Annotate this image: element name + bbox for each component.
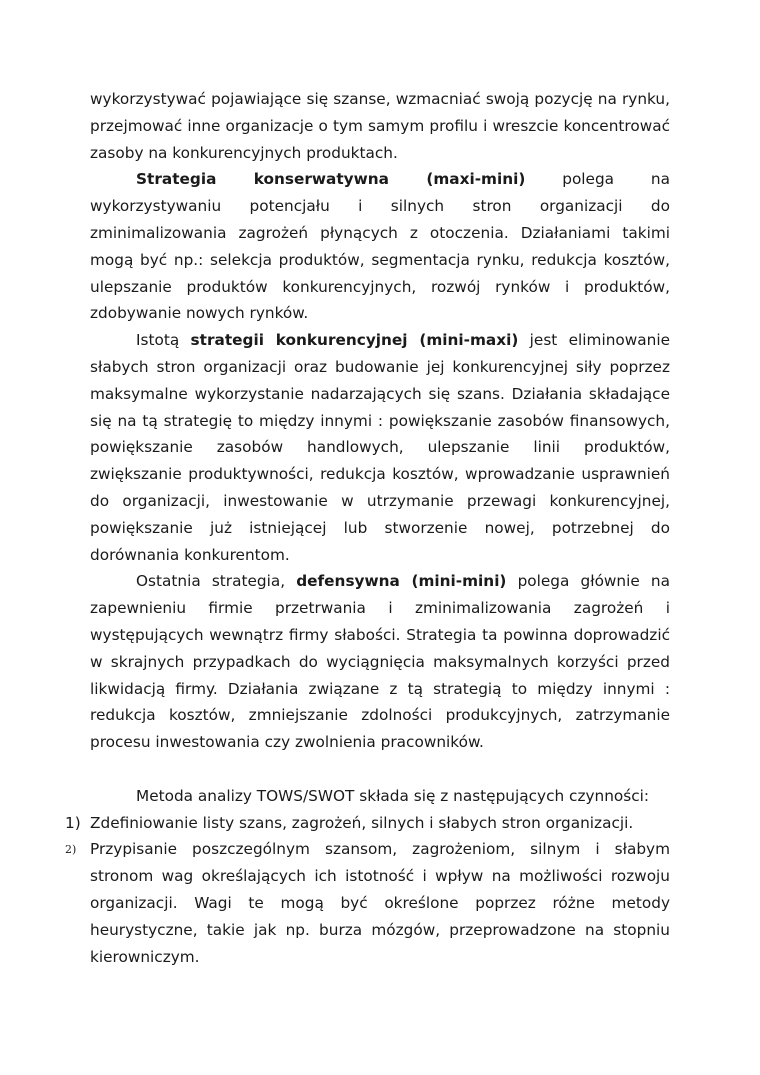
list-item [66,836,670,970]
list-item-text: Zdefiniowanie listy szans, zagrożeń, silnych i słabych stron organizacji. [90,813,634,832]
blank-line [90,756,670,783]
paragraph-text: polega głównie na zapewnieniu firmie przetrwania i zminimalizowania zagrożeń i występujących wewnątrz firmy słabości. Strategia ta powinna doprowadzić w skrajnych przypadkach do wyciągnięcia maksymalnych korzyści przed likwidacją firmy. Działania związane z tą strategią to między innymi : redukcja kosztów, zmniejszanie zdolności produkcyjnych, zatrzymanie procesu inwestowania czy zwolnienia pracowników. [90,572,670,752]
paragraph-defensive-strategy [90,568,670,756]
term-competitive-strategy: strategii konkurencyjnej (mini-maxi) [190,331,519,350]
document-body [65,86,670,970]
paragraph-continuation: wykorzystywać pojawiające się szanse, wzmacniać swoją pozycję na rynku, przejmować inne organizacje o tym samym profilu i wreszcie koncentrować zasoby na konkurencyjnych produktach. [90,90,670,162]
paragraph-text: polega na wykorzystywaniu potencjału i silnych stron organizacji do zminimalizowania zagrożeń płynących z otoczenia. Działaniami takimi mogą być np.: selekcja produktów, segmentacja rynku, redukcja kosztów, ulepszanie produktów konkurencyjnych, rozwój rynków i produktów, zdobywanie nowych rynków. [90,170,670,323]
paragraph-conservative-strategy [90,166,670,327]
list-number: 2) [65,843,77,857]
paragraph-text: jest eliminowanie słabych stron organizacji oraz budowanie jej konkurencyjnej siły poprzez maksymalne wykorzystanie nadarzających się szans. Działania składające się na tą strategię to między innymi : powiększanie zasobów finansowych, powiększanie zasobów handlowych, ulepszanie linii produktów, zwiększanie produktywności, redukcja kosztów, wprowadzanie usprawnień do organizacji, inwestowanie w utrzymanie przewagi konkurencyjnej, powiększanie już istniejącej lub stworzenie nowej, potrzebnej do dorównania konkurentom. [90,331,670,564]
list-number: 1) [65,813,81,832]
list-item [66,810,670,837]
term-defensive-strategy: defensywna (mini-mini) [296,572,507,591]
term-conservative-strategy: Strategia konserwatywna (maxi-mini) [136,170,526,189]
steps-list [65,810,670,971]
paragraph-competitive-strategy [90,327,670,568]
paragraph-method-intro: Metoda analizy TOWS/SWOT składa się z następujących czynności: [136,786,650,805]
list-item-text: Przypisanie poszczególnym szansom, zagrożeniom, silnym i słabym stronom wag określających ich istotność i wpływ na możliwości rozwoju organizacji. Wagi te mogą być określone poprzez różne metody heurystyczne, takie jak np. burza mózgów, przeprowadzone na stopniu kierowniczym. [90,840,670,966]
paragraph-lead: Istotą [136,331,191,350]
paragraph-lead: Ostatnia strategia, [136,572,297,591]
